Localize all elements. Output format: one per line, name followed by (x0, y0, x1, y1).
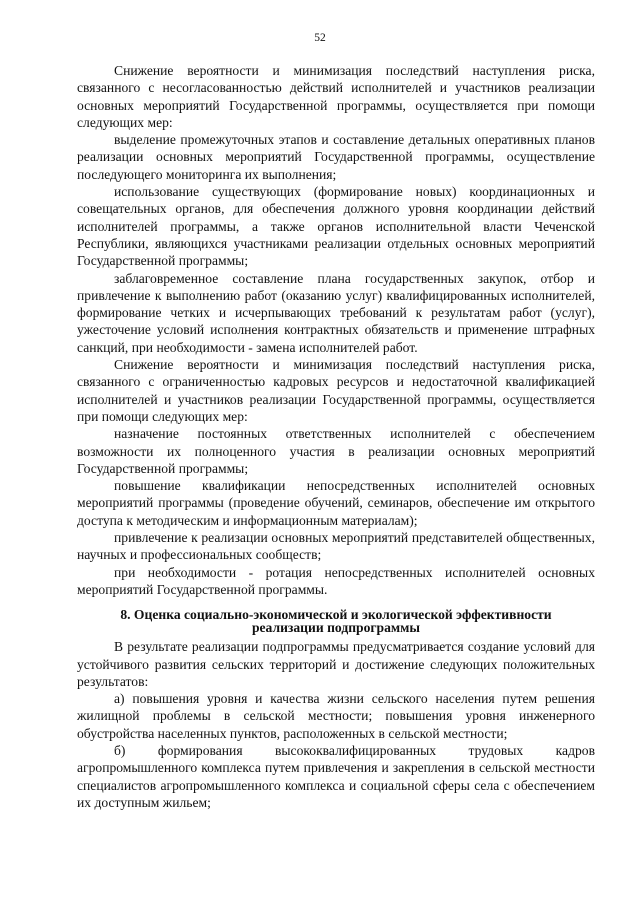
section-heading (77, 608, 595, 634)
paragraph-risk-personnel-intro: Снижение вероятности и минимизация последствий наступления риска, связанного с ограниченностью кадровых ресурсов и недостаточной квалификацией исполнителей и участников реализации Государственной программы, осуществляется при помощи следующих мер: (77, 357, 595, 424)
paragraph-results-intro: В результате реализации подпрограммы предусматривается создание условий для устойчивого развития сельских территорий и достижение следующих положительных результатов: (77, 639, 595, 689)
paragraph-result-a: а) повышения уровня и качества жизни сельского населения путем решения жилищной проблемы в сельской местности; повышения уровня инженерного обустройства населенных пунктов, расположенных в сельской местности; (77, 691, 595, 741)
paragraph-measure-stages: выделение промежуточных этапов и составление детальных оперативных планов реализации основных мероприятий Государственной программы, осуществление последующего мониторинга их выполнения; (77, 132, 595, 182)
paragraph-measure-procurement: заблаговременное составление плана государственных закупок, отбор и привлечение к выполнению работ (оказанию услуг) квалифицированных исполнителей, формирование четких и исчерпывающих требований к результатам работ (услуг), ужесточение условий исполнения контрактных обязательств и применение штрафных санкций, при необходимости - замена исполнителей работ. (77, 270, 595, 355)
paragraph-measure-coordination-bodies: использование существующих (формирование новых) координационных и совещательных органов, для обеспечения должного уровня координации действий исполнителей программы, а также органов исполнительной власти Чеченской Республики, являющихся участниками реализации отдельных основных мероприятий Государственной программы; (77, 184, 595, 269)
paragraph-measure-rotation: при необходимости - ротация непосредственных исполнителей основных мероприятий Государственной программы. (77, 564, 595, 597)
page-body (77, 62, 595, 811)
paragraph-measure-qualification: повышение квалификации непосредственных исполнителей основных мероприятий программы (проведение обучений, семинаров, обеспечение им открытого доступа к методическим и информационным материалам); (77, 478, 595, 528)
paragraph-risk-coordination-intro: Снижение вероятности и минимизация последствий наступления риска, связанного с несогласованностью действий исполнителей и участников реализации основных мероприятий Государственной программы, осуществляется при помощи следующих мер: (77, 63, 595, 130)
paragraph-measure-responsible-executors: назначение постоянных ответственных исполнителей с обеспечением возможности их полноценного участия в реализации основных мероприятий Государственной программы; (77, 426, 595, 476)
page-number: 52 (314, 32, 326, 44)
paragraph-result-b: б) формирования высококвалифицированных трудовых кадров агропромышленного комплекса путем привлечения и закрепления в сельской местности специалистов агропромышленного комплекса и социальной сферы села с обеспечением их доступным жильем; (77, 742, 595, 810)
section-heading-line-2: реализации подпрограммы (251, 620, 421, 636)
section-heading-line-1: 8. Оценка социально-экономической и экологической эффективности (120, 607, 552, 623)
paragraph-measure-community: привлечение к реализации основных мероприятий представителей общественных, научных и профессиональных сообществ; (77, 530, 595, 563)
